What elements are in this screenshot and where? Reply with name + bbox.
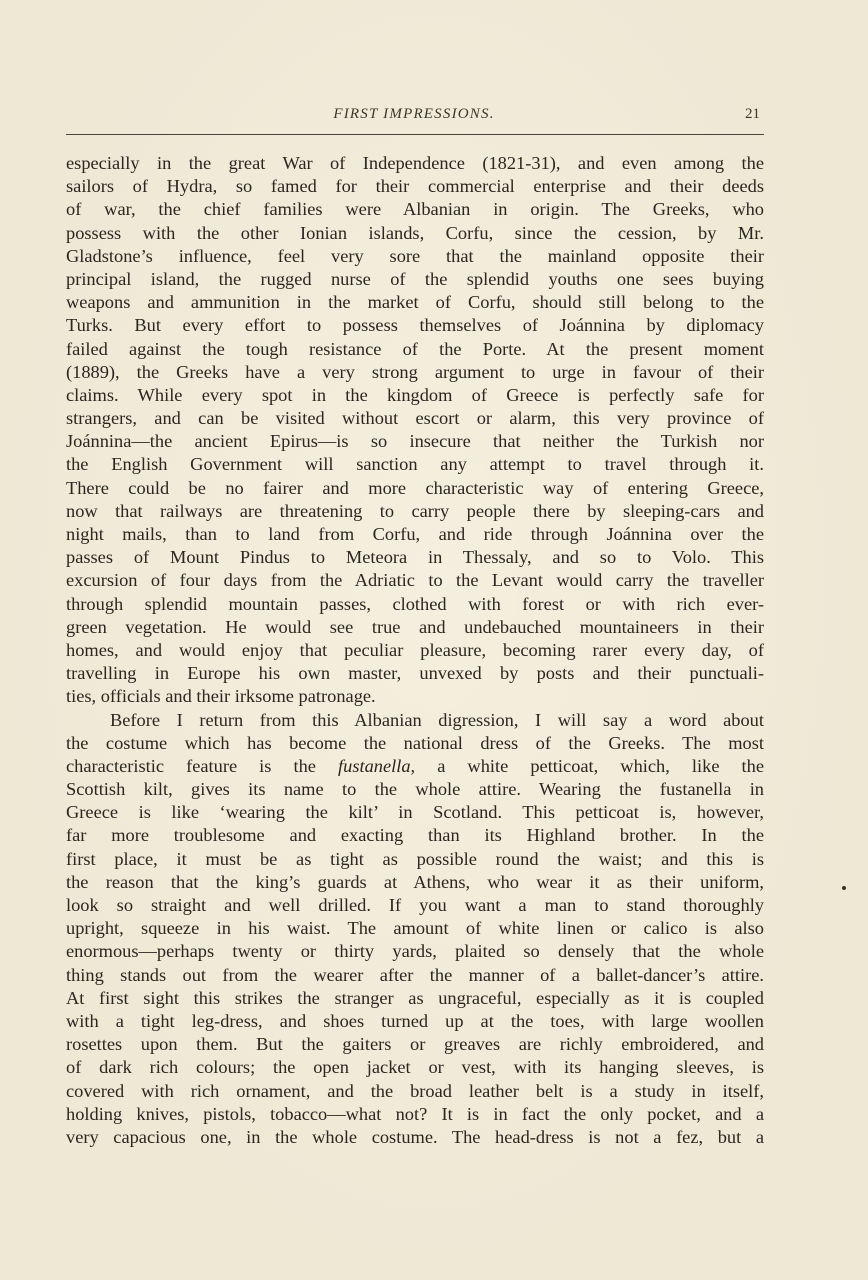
text-line: holding knives, pistols, tobacco—what not? It is in fact the only pocket, and a	[66, 1103, 764, 1124]
text-line: homes, and would enjoy that peculiar pleasure, becoming rarer every day, of	[66, 639, 764, 660]
page-number: 21	[745, 106, 760, 122]
text-line: Greece is like ‘wearing the kilt’ in Scotland. This petticoat is, however,	[66, 802, 764, 823]
text-line: far more troublesome and exacting than its Highland brother. In the	[66, 825, 764, 846]
text-line: very capacious one, in the whole costume. The head-dress is not a fez, but a	[66, 1126, 764, 1147]
text-line: of war, the chief families were Albanian in origin. The Greeks, who	[66, 199, 764, 220]
text-line: sailors of Hydra, so famed for their commercial enterprise and their deeds	[66, 176, 764, 197]
text-line: There could be no fairer and more characteristic way of entering Greece,	[66, 477, 764, 498]
text-line: possess with the other Ionian islands, Corfu, since the cession, by Mr.	[66, 222, 764, 243]
text-line: especially in the great War of Independence (1821-31), and even among the	[66, 153, 764, 173]
running-head	[66, 106, 762, 128]
text-line: through splendid mountain passes, clothed with forest or with rich ever-	[66, 593, 764, 614]
text-line: passes of Mount Pindus to Meteora in Thessaly, and so to Volo. This	[66, 547, 764, 568]
text-fragment: characteristic feature is the	[66, 755, 339, 776]
text-line: upright, squeeze in his waist. The amount of white linen or calico is also	[66, 918, 764, 939]
text-line: excursion of four days from the Adriatic to the Levant would carry the traveller	[66, 570, 764, 591]
text-line: (1889), the Greeks have a very strong argument to urge in favour of their	[66, 361, 764, 382]
text-line: night mails, than to land from Corfu, and ride through Joánnina over the	[66, 524, 764, 544]
text-line: strangers, and can be visited without escort or alarm, this very province of	[66, 408, 764, 429]
text-line: rosettes upon them. But the gaiters or greaves are richly embroidered, and	[66, 1034, 764, 1055]
text-line: thing stands out from the wearer after the manner of a ballet-dancer’s attire.	[66, 964, 764, 985]
text-line: travelling in Europe his own master, unvexed by posts and their punctuali-	[66, 663, 764, 684]
text-line: principal island, the rugged nurse of the splendid youths one sees buying	[66, 268, 764, 289]
text-line: failed against the tough resistance of the Porte. At the present moment	[66, 338, 764, 359]
text-line: Turks. But every effort to possess themselves of Joánnina by diplomacy	[66, 315, 764, 336]
text-line: weapons and ammunition in the market of Corfu, should still belong to the	[66, 292, 764, 313]
text-line: Before I return from this Albanian digression, I will say a word about	[110, 709, 764, 730]
body-text	[66, 152, 764, 1149]
text-line: look so straight and well drilled. If you want a man to stand thoroughly	[66, 895, 764, 915]
text-fragment: a white petticoat, which, like the	[415, 755, 764, 776]
text-line: the English Government will sanction any attempt to travel through it.	[66, 454, 764, 475]
text-line: Scottish kilt, gives its name to the whole attire. Wearing the fustanella in	[66, 779, 764, 800]
paragraph-1	[66, 152, 764, 709]
running-title: FIRST IMPRESSIONS.	[333, 106, 495, 122]
ink-speck	[842, 886, 846, 890]
text-line-with-italic	[66, 755, 764, 778]
text-line: the reason that the king’s guards at Athens, who wear it as their uniform,	[66, 871, 764, 892]
text-line: now that railways are threatening to carry people there by sleeping-cars and	[66, 500, 764, 521]
text-line: covered with rich ornament, and the broad leather belt is a study in itself,	[66, 1080, 764, 1101]
text-line: the costume which has become the national dress of the Greeks. The most	[66, 732, 764, 753]
italic-term: fustanella,	[338, 755, 416, 776]
text-line: ties, officials and their irksome patronage.	[66, 686, 376, 707]
text-line: claims. While every spot in the kingdom of Greece is perfectly safe for	[66, 384, 764, 405]
text-line: enormous—perhaps twenty or thirty yards, plaited so densely that the whole	[66, 941, 764, 962]
text-line: At first sight this strikes the stranger as ungraceful, especially as it is coupled	[66, 987, 764, 1008]
text-line: first place, it must be as tight as possible round the waist; and this is	[66, 848, 764, 869]
text-line: of dark rich colours; the open jacket or vest, with its hanging sleeves, is	[66, 1057, 764, 1078]
text-line: with a tight leg-dress, and shoes turned up at the toes, with large woollen	[66, 1010, 764, 1031]
text-line: green vegetation. He would see true and undebauched mountaineers in their	[66, 616, 764, 637]
text-line: Joánnina—the ancient Epirus—is so insecure that neither the Turkish nor	[66, 431, 764, 452]
header-rule	[66, 134, 764, 135]
paragraph-2	[66, 709, 764, 1150]
text-line: Gladstone’s influence, feel very sore that the mainland opposite their	[66, 245, 764, 266]
